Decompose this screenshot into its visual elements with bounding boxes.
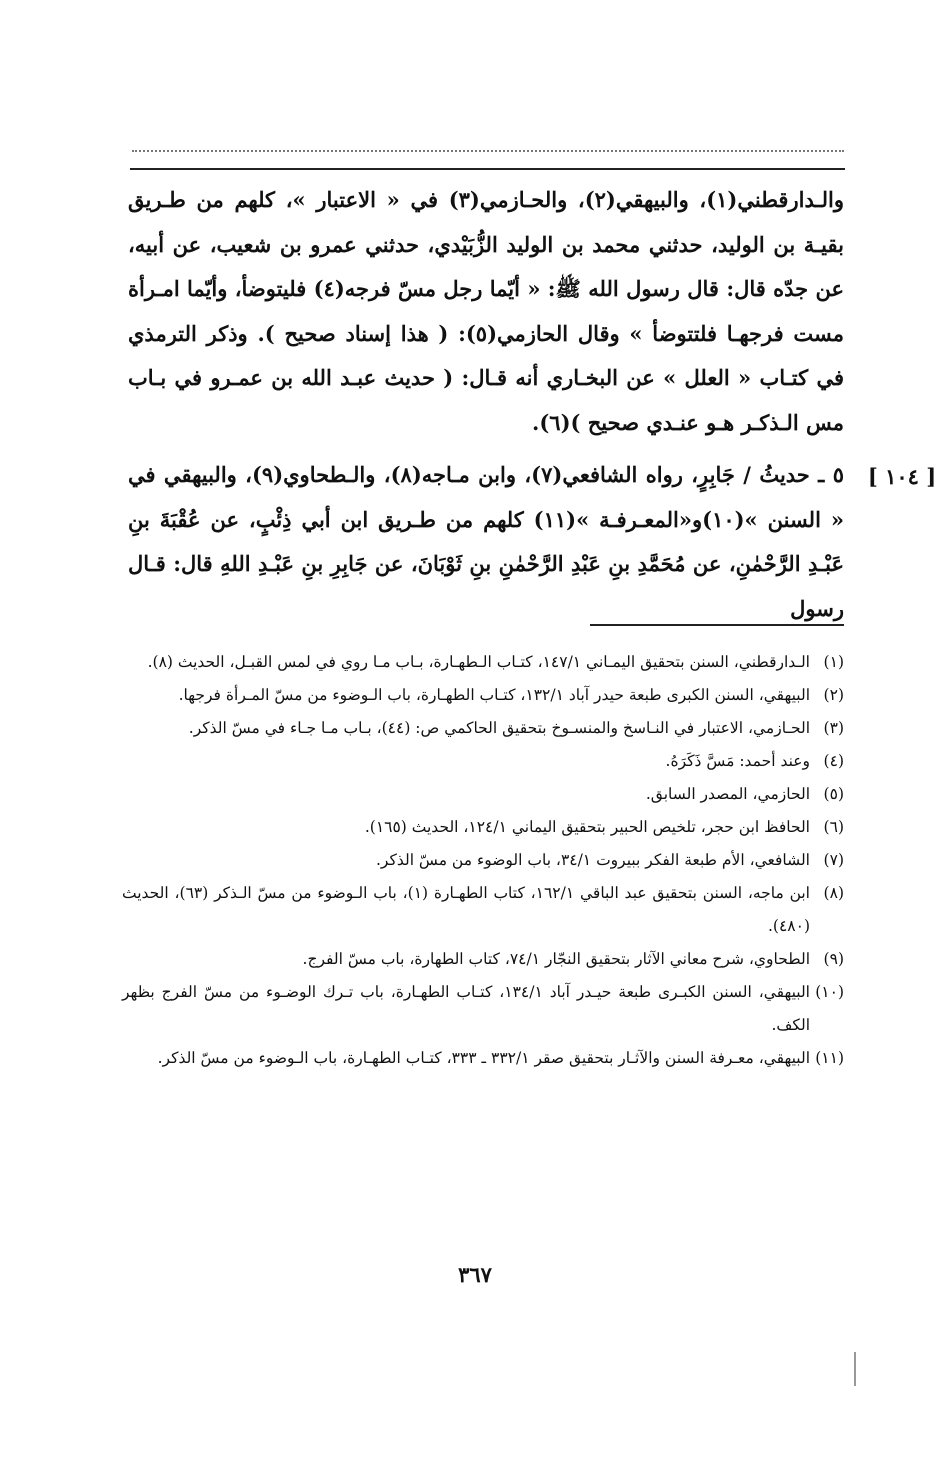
footnote-number: (٣) bbox=[823, 719, 844, 737]
footnote-text: الـدارقطني، السنن بتحقيق اليمـاني ١٤٧/١، كتـاب الـطهـارة، بـاب مـا روي في لمس القبـل، الحديث (٨). bbox=[147, 653, 810, 671]
footnote-2 bbox=[122, 679, 844, 712]
page-number: ٣٦٧ bbox=[458, 1262, 492, 1287]
footnote-number: (٥) bbox=[823, 785, 844, 803]
footnote-text: الشافعي، الأم طبعة الفكر ببيروت ٣٤/١، باب الوضوء من مسّ الذكر. bbox=[375, 851, 810, 869]
header-rule bbox=[130, 168, 845, 170]
footnote-number: (٦) bbox=[823, 818, 844, 836]
paragraph-1: والـدارقطني(١)، والبيهقي(٢)، والحـازمي(٣) في « الاعتبار »، كلهم من طـريق بقيـة بن الوليد، حدثني محمد بن الوليد الزُّبَيْدي، حدثني عمرو بن شعيب، عن أبيه، عن جدّه قال: قال رسول الله ﷺ: « أيّما رجل مسّ فرجه(٤) فليتوضأ، وأيّما امـرأة مست فرجهـا فلتتوضأ » وقال الحازمي(٥): ( هذا إسناد صحيح ). وذكر الترمذي في كتـاب « العلل » عن البخـاري أنه قـال: ( حديث عبـد الله بن عمـرو في بـاب مس الـذكـر هـو عنـدي صحيح )(٦). bbox=[128, 187, 844, 435]
footnote-6 bbox=[122, 811, 844, 844]
footnote-number: (٨) bbox=[823, 884, 844, 902]
footnote-text: البيهقي، السنن الكبرى طبعة حيدر آباد ١٣٢/١، كتـاب الطهـارة، باب الـوضوء من مسّ المـرأة فرجها. bbox=[178, 686, 810, 704]
footnote-text: الحافظ ابن حجر، تلخيص الحبير بتحقيق اليماني ١٢٤/١، الحديث (١٦٥). bbox=[364, 818, 810, 836]
paragraph-2: ٥ ـ حديثُ / جَابِرٍ، رواه الشافعي(٧)، وابن مـاجه(٨)، والـطحاوي(٩)، والبيهقي في « السنن »(١٠)و«المعـرفـة »(١١) كلهم من طـريق ابن أبي ذِئْبٍ، عن عُقْبَةَ بنِ عَبْـدِ الرَّحْمٰنِ، عن مُحَمَّدِ بنِ عَبْدِ الرَّحْمٰنِ بنِ ثَوْبَانَ، عن جَابِرِ بنِ عَبْـدِ اللهِ قال: قـال رسول bbox=[128, 462, 845, 621]
footnote-text: البيهقي، السنن الكبـرى طبعة حيـدر آباد ١٣٤/١، كتـاب الطهـارة، باب تـرك الوضـوء من مسّ الفرج بظهر الكف. bbox=[122, 983, 810, 1034]
footnote-number: (١١) bbox=[815, 1049, 844, 1067]
footnote-9 bbox=[122, 943, 844, 976]
footnote-11 bbox=[122, 1042, 844, 1075]
footnote-text: الحازمي، المصدر السابق. bbox=[645, 785, 810, 803]
header-dotted-rule bbox=[132, 150, 844, 152]
footnote-number: (١) bbox=[823, 653, 844, 671]
footnote-separator bbox=[590, 624, 844, 626]
footnote-number: (٧) bbox=[823, 851, 844, 869]
footnote-text: ابن ماجه، السنن بتحقيق عبد الباقي ١٦٢/١، كتاب الطهـارة (١)، باب الـوضوء من مسّ الـذكر (٦٣)، الحديث (٤٨٠). bbox=[122, 884, 810, 935]
footnote-number: (٢) bbox=[823, 686, 844, 704]
footnote-1 bbox=[122, 646, 844, 679]
scan-edge-mark bbox=[848, 1352, 856, 1386]
footnote-number: (٤) bbox=[823, 752, 844, 770]
footnotes bbox=[122, 646, 844, 1075]
footnote-10 bbox=[122, 976, 844, 1042]
footnote-3 bbox=[122, 712, 844, 745]
footnote-number: (١٠) bbox=[815, 983, 844, 1001]
footnote-5 bbox=[122, 778, 844, 811]
footnote-4 bbox=[122, 745, 844, 778]
footnote-text: وعند أحمد: مَسَّ ذَكَرَهُ. bbox=[665, 752, 810, 770]
main-text bbox=[128, 178, 844, 631]
footnote-text: البيهقي، معـرفة السنن والآثـار بتحقيق صقر ٣٣٢/١ ـ ٣٣٣، كتـاب الطهـارة، باب الـوضوء من مسّ الذكر. bbox=[157, 1049, 810, 1067]
footnote-text: الحـازمي، الاعتبار في النـاسخ والمنسـوخ بتحقيق الحاكمي ص: (٤٤)، بـاب مـا جـاء في مسّ الذكر. bbox=[188, 719, 810, 737]
footnote-8 bbox=[122, 877, 844, 943]
footnote-7 bbox=[122, 844, 844, 877]
footnote-text: الطحاوي، شرح معاني الآثار بتحقيق النجّار ٧٤/١، كتاب الطهارة، باب مسّ الفرج. bbox=[302, 950, 810, 968]
footnote-number: (٩) bbox=[823, 950, 844, 968]
margin-page-marker: [ ١٠٤ ] bbox=[867, 464, 937, 489]
